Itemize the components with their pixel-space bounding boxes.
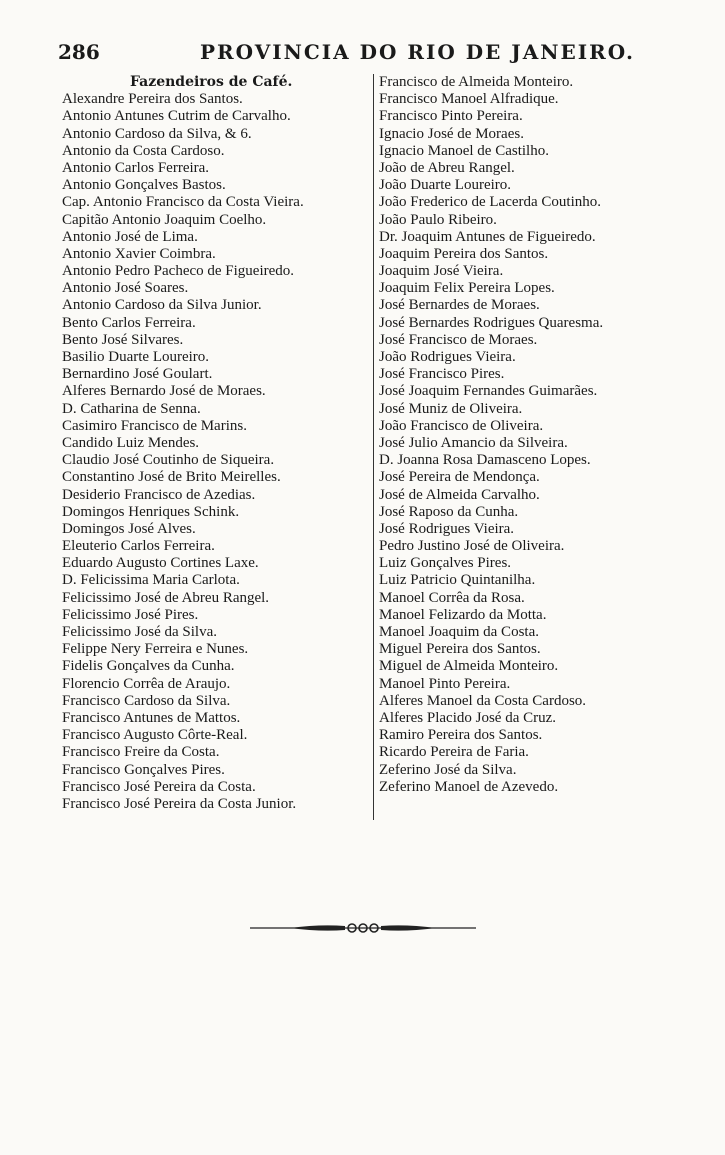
list-item: Miguel de Almeida Monteiro. xyxy=(379,658,559,675)
list-item: José Bernardes Rodrigues Quaresma. xyxy=(379,314,604,331)
right-column xyxy=(377,74,677,796)
list-item: Bernardino José Goulart. xyxy=(62,366,213,383)
list-item: Casimiro Francisco de Marins. xyxy=(62,417,247,434)
list-item: Joaquim Pereira dos Santos. xyxy=(379,245,549,262)
list-item: Antonio Pedro Pacheco de Figueiredo. xyxy=(62,263,295,280)
list-item: Felippe Nery Ferreira e Nunes. xyxy=(62,641,249,658)
list-item: João Rodrigues Vieira. xyxy=(379,349,516,365)
list-item: Felicissimo José da Silva. xyxy=(62,624,217,640)
list-item: José Raposo da Cunha. xyxy=(379,503,519,520)
list-item: Ignacio Manoel de Castilho. xyxy=(379,142,549,159)
list-item: José de Almeida Carvalho. xyxy=(379,486,540,503)
list-item: João Paulo Ribeiro. xyxy=(379,211,497,228)
list-item: Ricardo Pereira de Faria. xyxy=(379,744,529,761)
list-item: Alferes Manoel da Costa Cardoso. xyxy=(379,692,587,709)
list-item: Francisco José Pereira da Costa. xyxy=(62,778,256,795)
list-item: João Francisco de Oliveira. xyxy=(379,417,544,434)
list-item: Constantino José de Brito Meirelles. xyxy=(62,469,281,486)
list-item: Bento José Silvares. xyxy=(62,331,184,348)
list-item: José Rodrigues Vieira. xyxy=(379,520,515,537)
running-head-title: PROVINCIA DO RIO DE JANEIRO. xyxy=(200,40,635,64)
list-item: Zeferino José da Silva. xyxy=(379,761,517,778)
list-item: Francisco de Almeida Monteiro. xyxy=(379,74,574,90)
left-column xyxy=(58,74,373,813)
list-item: Domingos Henriques Schink. xyxy=(62,503,240,520)
column-divider xyxy=(373,74,374,820)
list-item: Manoel Felizardo da Motta. xyxy=(379,606,547,623)
list-item: Antonio José de Lima. xyxy=(62,228,198,245)
list-item: Eleuterio Carlos Ferreira. xyxy=(62,538,215,555)
list-item: Joaquim Felix Pereira Lopes. xyxy=(379,280,555,297)
list-item: Francisco Antunes de Mattos. xyxy=(62,709,241,726)
list-item: Francisco Cardoso da Silva. xyxy=(62,692,231,709)
list-item: Francisco Manoel Alfradique. xyxy=(379,91,559,108)
list-item: Antonio Gonçalves Bastos. xyxy=(62,177,226,194)
list-item: Zeferino Manoel de Azevedo. xyxy=(379,778,559,795)
list-item: Antonio Xavier Coimbra. xyxy=(62,245,216,262)
list-item: Francisco Freire da Costa. xyxy=(62,744,220,761)
list-item: Luiz Gonçalves Pires. xyxy=(379,555,512,572)
list-item: Pedro Justino José de Oliveira. xyxy=(379,538,565,555)
list-item: Antonio Antunes Cutrim de Carvalho. xyxy=(62,108,291,125)
ornament-divider-icon xyxy=(250,921,476,935)
list-item: Domingos José Alves. xyxy=(62,520,196,537)
list-item: D. Joanna Rosa Damasceno Lopes. xyxy=(379,452,591,469)
list-item: Ramiro Pereira dos Santos. xyxy=(379,727,543,744)
list-item: D. Catharina de Senna. xyxy=(62,400,201,417)
page-number: 286 xyxy=(58,40,100,64)
list-item: Antonio da Costa Cardoso. xyxy=(62,142,225,159)
list-item: Ignacio José de Moraes. xyxy=(379,125,524,142)
list-item: Fidelis Gonçalves da Cunha. xyxy=(62,658,235,675)
list-item: Eduardo Augusto Cortines Laxe. xyxy=(62,555,259,572)
list-item: João Frederico de Lacerda Coutinho. xyxy=(379,194,602,211)
list-item: Alferes Bernardo José de Moraes. xyxy=(62,383,266,400)
page-header xyxy=(58,40,635,68)
list-item: João Duarte Loureiro. xyxy=(379,177,512,194)
list-item: José Bernardes de Moraes. xyxy=(379,297,540,314)
list-item: Antonio Cardoso da Silva, & 6. xyxy=(62,125,252,142)
list-item: Francisco Augusto Côrte-Real. xyxy=(62,727,248,744)
section-title: Fazendeiros de Café. xyxy=(130,74,293,90)
list-item: Antonio José Soares. xyxy=(62,280,189,297)
list-item: Joaquim José Vieira. xyxy=(379,263,504,280)
left-entry-list xyxy=(58,91,373,813)
list-item: José Francisco Pires. xyxy=(379,366,505,383)
list-item: Antonio Carlos Ferreira. xyxy=(62,159,210,176)
right-entry-list xyxy=(377,74,677,796)
list-item: Manoel Corrêa da Rosa. xyxy=(379,589,525,606)
list-item: Alferes Placido José da Cruz. xyxy=(379,709,557,726)
list-item: José Muniz de Oliveira. xyxy=(379,400,523,417)
list-item: José Julio Amancio da Silveira. xyxy=(379,434,568,451)
list-item: Francisco Pinto Pereira. xyxy=(379,108,523,125)
list-item: João de Abreu Rangel. xyxy=(379,159,515,176)
list-item: Felicissimo José de Abreu Rangel. xyxy=(62,589,270,606)
list-item: Desiderio Francisco de Azedias. xyxy=(62,486,256,503)
list-item: Bento Carlos Ferreira. xyxy=(62,314,196,331)
list-item: Francisco José Pereira da Costa Junior. xyxy=(62,795,297,812)
list-item: Felicissimo José Pires. xyxy=(62,606,199,623)
list-item: Candido Luiz Mendes. xyxy=(62,434,200,451)
list-item: Luiz Patricio Quintanilha. xyxy=(379,572,536,589)
list-item: Manoel Pinto Pereira. xyxy=(379,675,511,692)
list-item: Dr. Joaquim Antunes de Figueiredo. xyxy=(379,228,596,245)
list-item: Alexandre Pereira dos Santos. xyxy=(62,91,243,108)
list-item: José Joaquim Fernandes Guimarães. xyxy=(379,383,598,400)
list-item: Manoel Joaquim da Costa. xyxy=(379,624,539,640)
list-item: D. Felicissima Maria Carlota. xyxy=(62,572,240,589)
list-item: Francisco Gonçalves Pires. xyxy=(62,761,225,778)
list-item: Miguel Pereira dos Santos. xyxy=(379,641,541,658)
list-item: Basilio Duarte Loureiro. xyxy=(62,349,210,365)
list-item: Florencio Corrêa de Araujo. xyxy=(62,675,231,692)
list-item: José Francisco de Moraes. xyxy=(379,331,538,348)
list-item: Capitão Antonio Joaquim Coelho. xyxy=(62,211,267,228)
list-item: Cap. Antonio Francisco da Costa Vieira. xyxy=(62,194,304,211)
list-item: Claudio José Coutinho de Siqueira. xyxy=(62,452,275,469)
list-item: Antonio Cardoso da Silva Junior. xyxy=(62,297,262,314)
list-item: José Pereira de Mendonça. xyxy=(379,469,540,486)
